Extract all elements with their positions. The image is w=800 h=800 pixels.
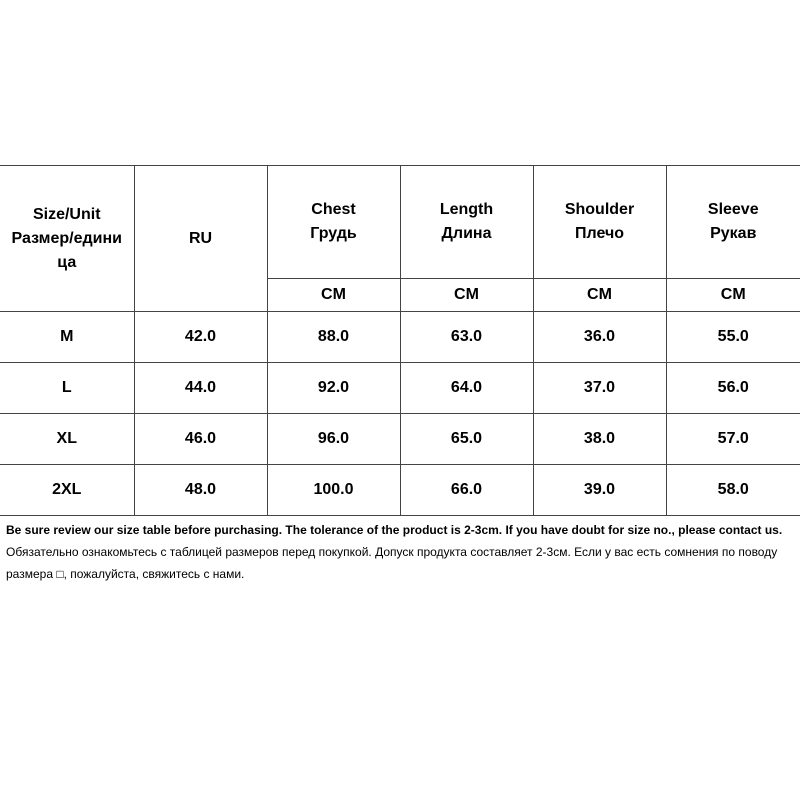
header-shoulder bbox=[533, 166, 666, 279]
header-chest-en: Chest bbox=[311, 201, 356, 218]
chest-cell: 88.0 bbox=[267, 312, 400, 363]
chest-cell: 92.0 bbox=[267, 363, 400, 414]
table-row bbox=[0, 465, 800, 516]
size-cell: L bbox=[0, 363, 134, 414]
unit-cell: CM bbox=[666, 279, 800, 312]
header-shoulder-en: Shoulder bbox=[564, 201, 635, 218]
size-table bbox=[0, 165, 800, 516]
header-size-unit-ru: Размер/едини ца bbox=[11, 229, 122, 271]
table-row bbox=[0, 414, 800, 465]
unit-cell: CM bbox=[267, 279, 400, 312]
chest-cell: 96.0 bbox=[267, 414, 400, 465]
sleeve-cell: 57.0 bbox=[666, 414, 800, 465]
header-length bbox=[400, 166, 533, 279]
sleeve-cell: 58.0 bbox=[666, 465, 800, 516]
shoulder-cell: 36.0 bbox=[533, 312, 666, 363]
note-russian: Обязательно ознакомьтесь с таблицей размеров перед покупкой. Допуск продукта составляет 2-3см. Если у вас есть сомнения по поводу размера □, пожалуйста, свяжитесь с нами. bbox=[6, 545, 778, 581]
header-sleeve-en: Sleeve bbox=[707, 201, 759, 218]
size-notes bbox=[6, 519, 798, 585]
size-cell: 2XL bbox=[0, 465, 134, 516]
header-sleeve-ru: Рукав bbox=[710, 225, 757, 242]
ru-cell: 46.0 bbox=[134, 414, 267, 465]
length-cell: 65.0 bbox=[400, 414, 533, 465]
header-length-en: Length bbox=[439, 201, 494, 218]
header-sleeve bbox=[666, 166, 800, 279]
header-size-unit bbox=[0, 166, 134, 312]
length-cell: 66.0 bbox=[400, 465, 533, 516]
header-length-ru: Длина bbox=[441, 225, 492, 242]
sleeve-cell: 55.0 bbox=[666, 312, 800, 363]
header-chest-ru: Грудь bbox=[310, 225, 357, 242]
header-shoulder-ru: Плечо bbox=[574, 225, 624, 242]
header-ru-label: RU bbox=[188, 229, 213, 247]
size-cell: M bbox=[0, 312, 134, 363]
shoulder-cell: 37.0 bbox=[533, 363, 666, 414]
table-row bbox=[0, 363, 800, 414]
ru-cell: 42.0 bbox=[134, 312, 267, 363]
length-cell: 63.0 bbox=[400, 312, 533, 363]
note-english: Be sure review our size table before purchasing. The tolerance of the product is 2-3cm. If you have doubt for size no., please contact us. bbox=[6, 523, 783, 537]
header-row bbox=[0, 166, 800, 279]
chest-cell: 100.0 bbox=[267, 465, 400, 516]
table-row bbox=[0, 312, 800, 363]
unit-cell: CM bbox=[533, 279, 666, 312]
header-chest bbox=[267, 166, 400, 279]
header-size-unit-en: Size/Unit bbox=[32, 205, 101, 223]
length-cell: 64.0 bbox=[400, 363, 533, 414]
ru-cell: 48.0 bbox=[134, 465, 267, 516]
shoulder-cell: 38.0 bbox=[533, 414, 666, 465]
size-cell: XL bbox=[0, 414, 134, 465]
shoulder-cell: 39.0 bbox=[533, 465, 666, 516]
unit-cell: CM bbox=[400, 279, 533, 312]
header-ru bbox=[134, 166, 267, 312]
sleeve-cell: 56.0 bbox=[666, 363, 800, 414]
ru-cell: 44.0 bbox=[134, 363, 267, 414]
